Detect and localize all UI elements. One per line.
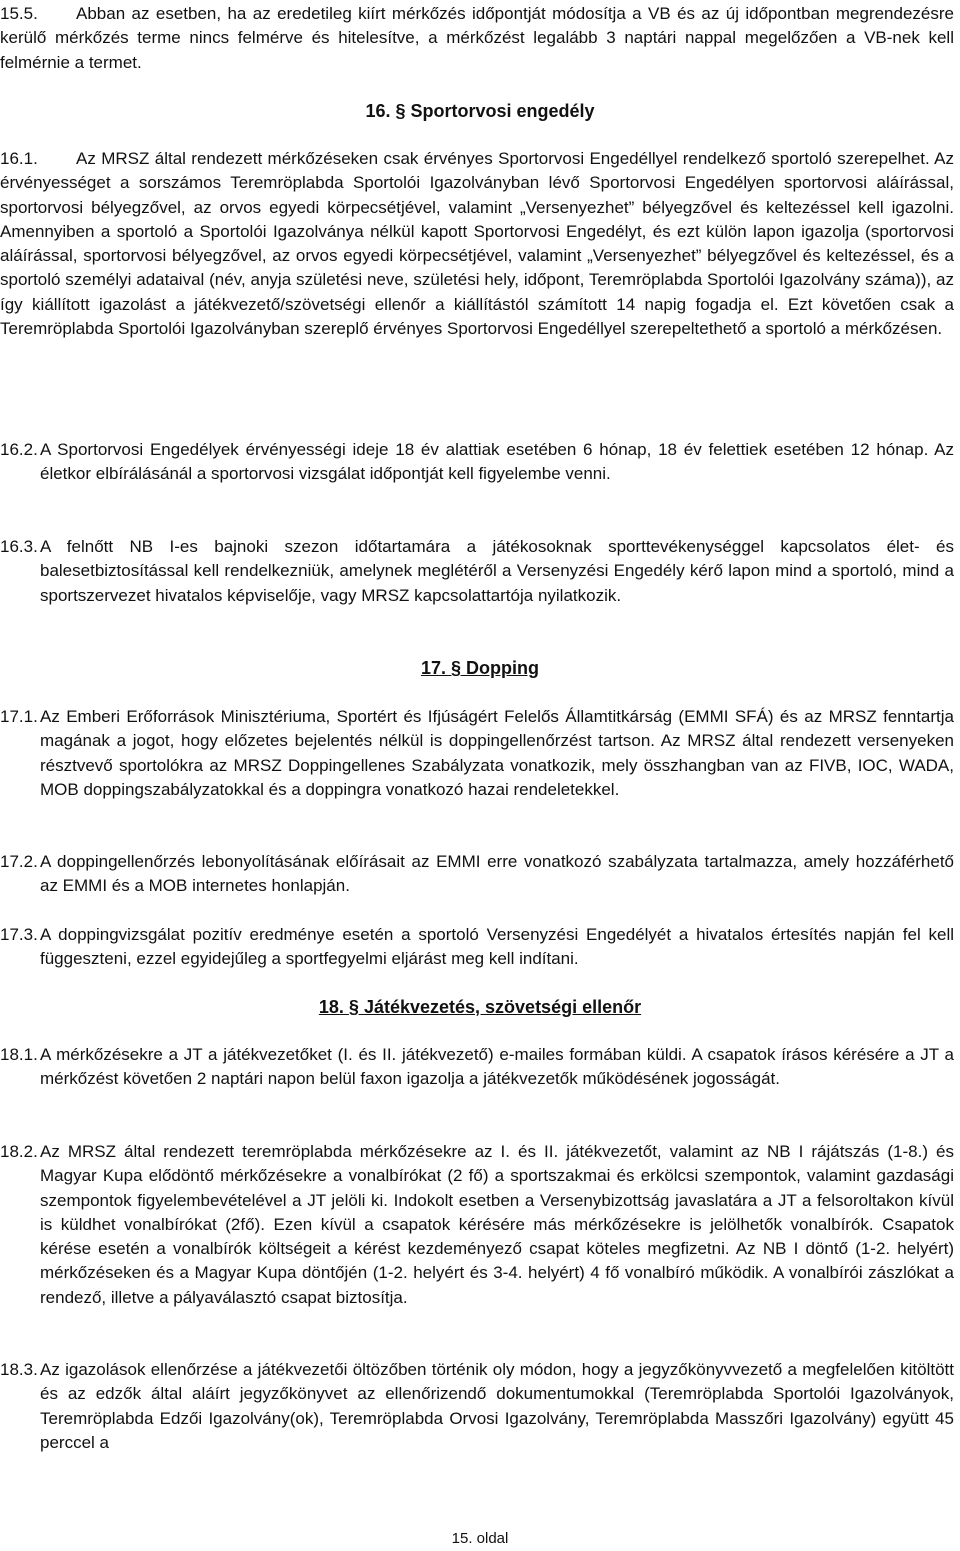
paragraph-17-1 bbox=[0, 705, 954, 802]
paragraph-18-3 bbox=[0, 1358, 954, 1455]
paragraph-17-3 bbox=[0, 923, 954, 972]
section-number: 18. bbox=[318, 997, 344, 1017]
section-number: 17. bbox=[420, 658, 446, 678]
paragraph-16-1 bbox=[0, 147, 954, 341]
paragraph-number: 15.5. bbox=[0, 4, 38, 23]
paragraph-number: 18.3. bbox=[0, 1360, 38, 1379]
section-title: Dopping bbox=[466, 658, 540, 678]
paragraph-number: 17.3. bbox=[0, 925, 38, 944]
section-symbol: § bbox=[395, 101, 406, 121]
paragraph-number: 17.2. bbox=[0, 852, 38, 871]
paragraph-18-1 bbox=[0, 1043, 954, 1092]
paragraph-text: A Sportorvosi Engedélyek érvényességi ideje 18 év alattiak esetében 6 hónap, 18 év felettiek esetében 12 hónap. Az életkor elbírálásánál a sportorvosi vizsgálat időpontját kell figyelembe venni. bbox=[40, 440, 954, 484]
paragraph-text: Az igazolások ellenőrzése a játékvezetői öltözőben történik oly módon, hogy a jegyzőkönyvvezető a megfelelően kitöltött és az edzők által aláírt jegyzőkönyvet az ellenőrizendő dokumentumokkal (Teremröplabda Sportolói Igazolványok, Teremröplabda Edzői Igazolvány(ok), Teremröplabda Orvosi Igazolvány, Teremröplabda Masszőri Igazolvány) együtt 45 perccel a bbox=[40, 1360, 954, 1452]
paragraph-16-2 bbox=[0, 438, 954, 487]
section-symbol: § bbox=[348, 997, 359, 1017]
section-symbol: § bbox=[451, 658, 462, 678]
section-title: Játékvezetés, szövetségi ellenőr bbox=[363, 997, 642, 1017]
paragraph-15-5 bbox=[0, 2, 954, 75]
paragraph-17-2 bbox=[0, 850, 954, 899]
paragraph-18-2 bbox=[0, 1140, 954, 1310]
section-heading-16 bbox=[0, 99, 960, 123]
paragraph-text: Az Emberi Erőforrások Minisztériuma, Sportért és Ifjúságért Felelős Államtitkárság (EMMI SFÁ) és az MRSZ fenntartja magának a jogot, hogy előzetes bejelentés nélkül is doppingellenőrzést tartson. Az MRSZ által rendezett versenyeken résztvevő sportolókra az MRSZ Doppingellenes Szabályzata vonatkozik, mely összhangban van az FIVB, IOC, WADA, MOB doppingszabályzatokkal és a doppingra vonatkozó hazai rendeletekkel. bbox=[40, 707, 954, 799]
paragraph-number: 16.1. bbox=[0, 149, 38, 168]
paragraph-text: A felnőtt NB I-es bajnoki szezon időtartamára a játékosoknak sporttevékenységgel kapcsolatos élet- és balesetbiztosítással kell rendelkezniük, amelynek meglétéről a Versenyzési Engedély kérő lapon mind a sportoló, mind a sportszervezet hivatalos képviselője, vagy MRSZ kapcsolattartója nyilatkozik. bbox=[40, 537, 954, 605]
paragraph-number: 18.1. bbox=[0, 1045, 38, 1064]
paragraph-text: Abban az esetben, ha az eredetileg kiírt mérkőzés időpontját módosítja a VB és az új időpontban megrendezésre kerülő mérkőzés terme nincs felmérve és hitelesítve, a mérkőzést legalább 3 naptári nappal megelőzően a VB-nek kell felmérnie a termet. bbox=[0, 4, 954, 72]
paragraph-text: A doppingvizsgálat pozitív eredménye esetén a sportoló Versenyzési Engedélyét a hivatalos értesítés napján fel kell függeszteni, ezzel egyidejűleg a sportfegyelmi eljárást meg kell indítani. bbox=[40, 925, 954, 969]
section-title: Sportorvosi engedély bbox=[410, 101, 595, 121]
paragraph-number: 16.2. bbox=[0, 440, 38, 459]
paragraph-number: 18.2. bbox=[0, 1142, 38, 1161]
paragraph-number: 16.3. bbox=[0, 537, 38, 556]
paragraph-text: Az MRSZ által rendezett teremröplabda mérkőzésekre az I. és II. játékvezetőt, valamint az NB I rájátszás (1-8.) és Magyar Kupa elődöntő mérkőzésekre a vonalbírókat (2 fő) a sportszakmai és erkölcsi szempontok, valamint gazdasági szempontok figyelembevételével a JT jelöli ki. Indokolt esetben a Versenybizottság javaslatára a JT a felsoroltakon kívül is küldhet vonalbírókat (2fő). Ezen kívül a csapatok kérésére más mérkőzésekre is jelölhetők vonalbírók. Csapatok kérése esetén a vonalbírók költségeit a kérést kezdeményező csapat köteles megfizetni. Az NB I döntő (1-2. helyért) mérkőzéseken és a Magyar Kupa döntőjén (1-2. helyért és 3-4. helyért) 4 fő vonalbíró működik. A vonalbírói zászlókat a rendező, illetve a pályaválasztó csapat biztosítja. bbox=[40, 1142, 954, 1307]
section-number: 16. bbox=[365, 101, 391, 121]
page-number: 15. oldal bbox=[451, 1530, 509, 1547]
section-heading-17 bbox=[0, 656, 960, 680]
paragraph-text: Az MRSZ által rendezett mérkőzéseken csak érvényes Sportorvosi Engedéllyel rendelkező sportoló szerepelhet. Az érvényességet a sorszámos Teremröplabda Sportolói Igazolványban lévő Sportorvosi Engedélyen sportorvosi aláírással, sportorvosi bélyegzővel, az orvos egyedi körpecsétjével, valamint „Versenyezhet” bélyegzővel és keltezéssel kell igazolni. Amennyiben a sportoló a Sportolói Igazolványa nélkül kapott Sportorvosi Engedélyt, és ezt külön lapon igazolja (sportorvosi aláírással, sportorvosi bélyegzővel, az orvos egyedi körpecsétjével, valamint „Versenyezhet” bélyegzővel és keltezéssel, és a sportoló személyi adataival (név, anyja születési neve, születési hely, időpont, Teremröplabda Sportolói Igazolvány száma)), az így kiállított igazolást a játékvezető/szövetségi ellenőr a kiállítástól számított 14 napig fogadja el. Ezt követően csak a Teremröplabda Sportolói Igazolványban szereplő érvényes Sportorvosi Engedéllyel szerepeltethető a sportoló a mérkőzésen. bbox=[0, 149, 954, 339]
paragraph-text: A doppingellenőrzés lebonyolításának előírásait az EMMI erre vonatkozó szabályzata tartalmazza, amely hozzáférhető az EMMI és a MOB internetes honlapján. bbox=[40, 852, 954, 896]
paragraph-number: 17.1. bbox=[0, 707, 38, 726]
paragraph-16-3 bbox=[0, 535, 954, 608]
section-heading-18 bbox=[0, 995, 960, 1019]
paragraph-text: A mérkőzésekre a JT a játékvezetőket (I. és II. játékvezető) e-mailes formában küldi. A csapatok írásos kérésére a JT a mérkőzést követően 2 naptári napon belül faxon igazolja a játékvezetők működésének jogosságát. bbox=[40, 1045, 954, 1089]
